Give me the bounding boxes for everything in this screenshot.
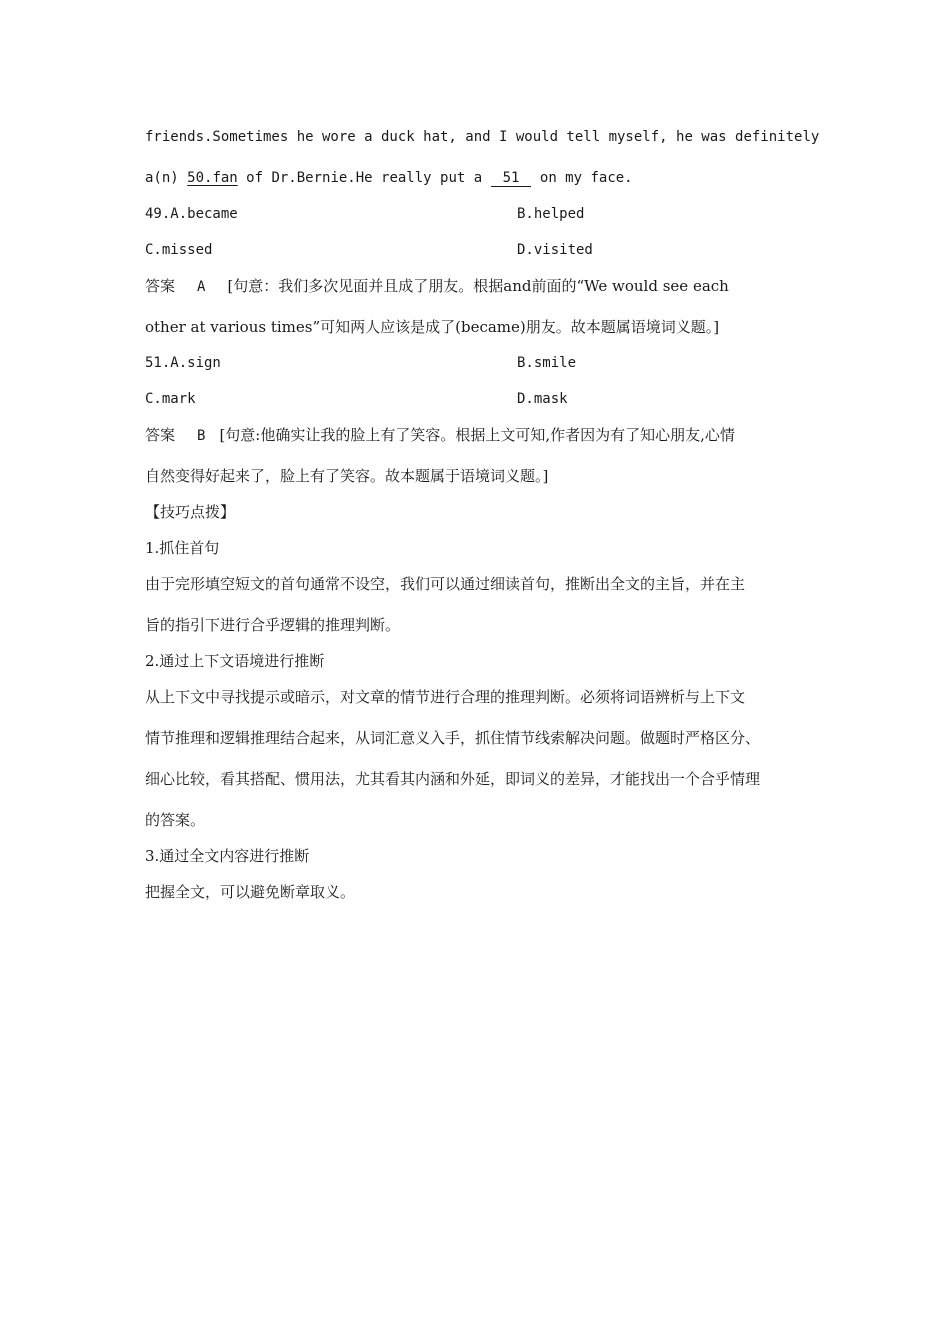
q51-option-d: D.mask [517, 391, 568, 407]
blank-50: 50.fan [187, 170, 238, 186]
tip-2-line-4: 的答案。 [145, 811, 206, 829]
q51-answer-letter: B [197, 428, 206, 444]
q49-answer-label: 答案 [145, 277, 176, 295]
q51-explanation-1: [句意:他确实让我的脸上有了笑容。根据上文可知,作者因为有了知心朋友,心情 [219, 426, 735, 444]
tip-2-title: 2.通过上下文语境进行推断 [145, 652, 325, 670]
q49-option-c: C.missed [145, 242, 213, 258]
q49-explanation-1: [句意：我们多次见面并且成了朋友。根据and前面的“We would see each [227, 277, 729, 295]
q49-option-a: 49.A.became [145, 206, 238, 222]
q51-option-b: B.smile [517, 355, 577, 371]
blank-51: 51 [491, 170, 532, 187]
q49-answer-line-1 [145, 276, 729, 297]
tip-3-line-1: 把握全文，可以避免断章取义。 [145, 883, 356, 901]
passage-line-1: friends.Sometimes he wore a duck hat, and I would tell myself, he was definitely [145, 129, 820, 145]
q51-options-row-1 [145, 353, 845, 373]
tips-heading: 【技巧点拨】 [145, 503, 236, 521]
tip-2-line-1: 从上下文中寻找提示或暗示，对文章的情节进行合理的推理判断。必须将词语辨析与上下文 [145, 688, 746, 706]
tip-1-line-1: 由于完形填空短文的首句通常不设空，我们可以通过细读首句，推断出全文的主旨，并在主 [145, 575, 746, 593]
q51-answer-line-1 [145, 425, 735, 446]
q49-option-d: D.visited [517, 242, 593, 258]
q51-option-c: C.mark [145, 391, 196, 407]
q51-explanation-2: 自然变得好起来了，脸上有了笑容。故本题属于语境词义题。] [145, 467, 549, 485]
tip-3-title: 3.通过全文内容进行推断 [145, 847, 310, 865]
passage-line-2-mid: of Dr.Bernie.He really put a [237, 170, 491, 186]
q51-options-row-2 [145, 389, 845, 409]
q49-answer-letter: A [197, 279, 206, 295]
passage-line-2-post: on my face. [531, 170, 633, 186]
q49-explanation-2: other at various times”可知两人应该是成了(became)朋友。故本题属语境词义题。] [145, 318, 720, 336]
tip-2-line-2: 情节推理和逻辑推理结合起来，从词汇意义入手，抓住情节线索解决问题。做题时严格区分、 [145, 729, 761, 747]
tip-1-title: 1.抓住首句 [145, 539, 220, 557]
tip-2-line-3: 细心比较，看其搭配、惯用法，尤其看其内涵和外延，即词义的差异，才能找出一个合乎情理 [145, 770, 761, 788]
q51-option-a: 51.A.sign [145, 355, 221, 371]
q49-options-row-1 [145, 204, 845, 224]
q49-options-row-2 [145, 240, 845, 260]
passage-line-2-pre: a(n) [145, 170, 188, 186]
q49-option-b: B.helped [517, 206, 585, 222]
tip-1-line-2: 旨的指引下进行合乎逻辑的推理判断。 [145, 616, 401, 634]
passage-line-2 [145, 168, 633, 188]
q51-answer-label: 答案 [145, 426, 176, 444]
